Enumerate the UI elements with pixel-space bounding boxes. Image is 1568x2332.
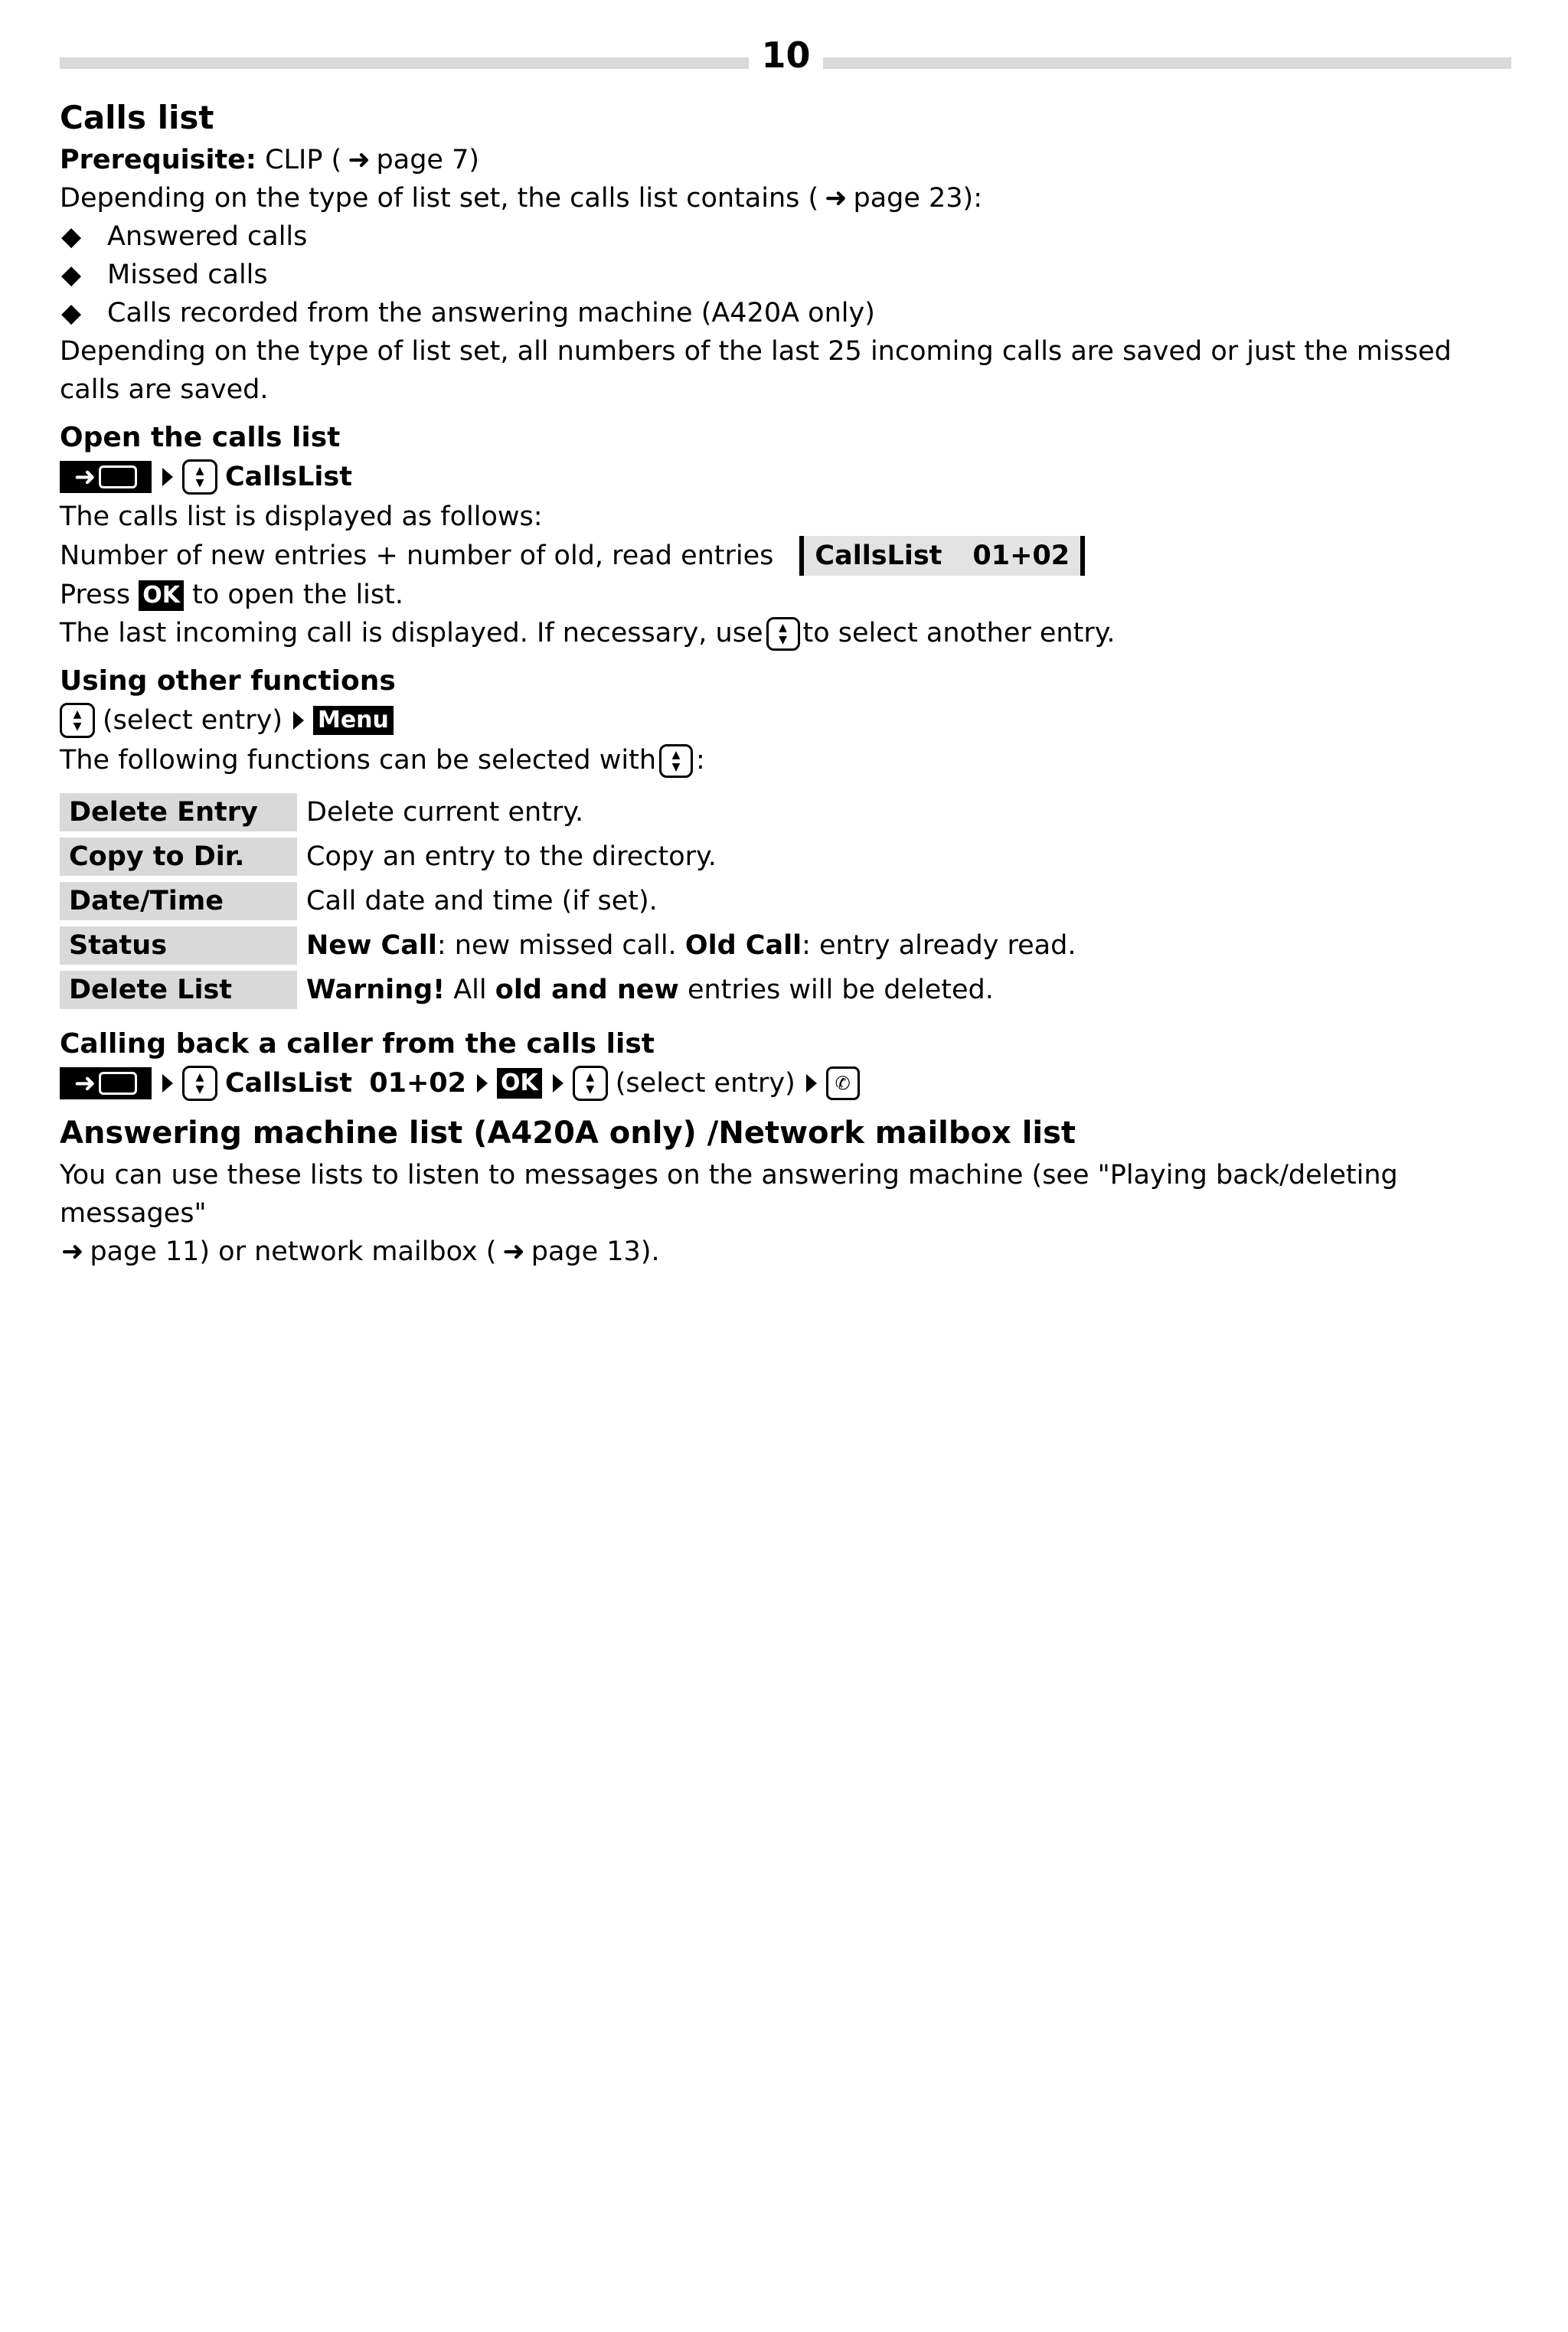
display-desc-1: The calls list is displayed as follows: bbox=[60, 501, 543, 532]
last-call-text: The last incoming call is displayed. If necessary, use bbox=[60, 618, 763, 648]
last-call-line bbox=[60, 614, 1511, 652]
summary-text: Depending on the type of list set, all numbers of the last 25 incoming calls are saved or just the missed calls are saved. bbox=[60, 336, 1452, 405]
section-title-answering-machine: Answering machine list (A420A only) /Network mailbox list bbox=[60, 1115, 1076, 1151]
status-old-text: : entry already read. bbox=[802, 930, 1076, 961]
intro-text: Depending on the type of list set, the calls list contains ( bbox=[60, 183, 819, 214]
arrow-right-icon: ➜ bbox=[61, 1236, 84, 1267]
diamond-bullet-icon: ◆ bbox=[61, 260, 82, 290]
function-desc: Copy an entry to the directory. bbox=[306, 841, 717, 872]
warning-emphasis: old and new bbox=[495, 975, 679, 1005]
press-text: Press bbox=[60, 580, 131, 610]
table-row bbox=[60, 971, 1085, 1009]
prerequisite-page-ref: page 7) bbox=[376, 145, 480, 175]
function-key: Delete Entry bbox=[60, 793, 297, 831]
control-key-icon: ▲ ▼ bbox=[766, 617, 800, 651]
ok-key-icon: OK bbox=[139, 580, 184, 611]
function-key: Delete List bbox=[60, 971, 297, 1009]
functions-instruction-row bbox=[60, 700, 1511, 741]
prerequisite-label: Prerequisite: bbox=[60, 145, 256, 175]
talk-key-icon: ✆ bbox=[826, 1066, 860, 1100]
step-arrow-icon bbox=[806, 1074, 817, 1093]
function-key: Date/Time bbox=[60, 882, 297, 920]
prerequisite-text: CLIP ( bbox=[265, 145, 342, 175]
menu-entry-value: 01+02 bbox=[369, 1068, 467, 1099]
answering-text: You can use these lists to listen to messages on the answering machine (see "Playing back/deleting messages" bbox=[60, 1160, 1398, 1229]
last-call-text-2: to select another entry. bbox=[802, 618, 1116, 648]
menu-key-icon: Menu bbox=[313, 706, 394, 735]
table-row bbox=[60, 838, 1085, 876]
warning-text: All bbox=[453, 975, 487, 1005]
table-row bbox=[60, 926, 1085, 965]
status-new-label: New Call bbox=[306, 930, 437, 961]
functions-intro bbox=[60, 741, 1511, 779]
menu-entry-callslist: CallsList bbox=[225, 462, 352, 492]
page-content bbox=[60, 90, 1511, 1271]
warning-text-2: entries will be deleted. bbox=[687, 975, 994, 1005]
answering-page-ref-2: page 13). bbox=[531, 1236, 660, 1267]
list-item bbox=[60, 294, 1511, 332]
subsection-other-functions: Using other functions bbox=[60, 665, 396, 697]
subsection-calling-back: Calling back a caller from the calls list bbox=[60, 1028, 655, 1060]
callback-instruction-row bbox=[60, 1063, 1511, 1104]
function-key: Status bbox=[60, 926, 297, 965]
page-header bbox=[60, 32, 1511, 78]
step-arrow-icon bbox=[293, 711, 304, 730]
table-row bbox=[60, 882, 1085, 920]
functions-intro-colon: : bbox=[696, 745, 705, 776]
function-desc: Delete current entry. bbox=[306, 797, 584, 828]
display-screen bbox=[799, 536, 1085, 576]
answering-text-line-2 bbox=[60, 1233, 1511, 1271]
answering-page-ref: page 11) or network mailbox ( bbox=[90, 1236, 497, 1267]
page-number: 10 bbox=[761, 34, 811, 76]
list-item bbox=[60, 256, 1511, 294]
press-ok-line bbox=[60, 576, 1511, 614]
arrow-right-icon: ➜ bbox=[502, 1236, 525, 1267]
functions-intro-text: The following functions can be selected with bbox=[60, 745, 657, 776]
step-arrow-icon bbox=[553, 1074, 564, 1093]
diamond-bullet-icon: ◆ bbox=[61, 221, 82, 252]
intro-page-ref: page 23): bbox=[853, 183, 983, 214]
message-key-icon: ➜ bbox=[60, 461, 152, 493]
control-key-icon: ▲ ▼ bbox=[659, 744, 693, 778]
status-new-text: : new missed call. bbox=[436, 930, 677, 961]
functions-table bbox=[60, 787, 1085, 1015]
step-arrow-icon bbox=[162, 468, 173, 486]
function-key: Copy to Dir. bbox=[60, 838, 297, 876]
arrow-right-icon: ➜ bbox=[825, 183, 848, 214]
display-value: 01+02 bbox=[972, 541, 1070, 571]
display-label: CallsList bbox=[815, 541, 942, 571]
step-arrow-icon bbox=[477, 1074, 488, 1093]
control-key-icon: ▲ ▼ bbox=[60, 703, 95, 738]
arrow-right-icon: ➜ bbox=[348, 145, 371, 175]
table-row bbox=[60, 793, 1085, 831]
list-item bbox=[60, 217, 1511, 256]
list-item-text: Answered calls bbox=[107, 221, 308, 252]
press-text-2: to open the list. bbox=[192, 580, 403, 610]
open-instruction-row bbox=[60, 456, 1511, 498]
intro-line bbox=[60, 179, 1511, 217]
message-key-icon: ➜ bbox=[60, 1067, 152, 1099]
display-desc-row bbox=[60, 536, 1511, 576]
function-desc bbox=[297, 971, 1085, 1009]
function-desc bbox=[297, 926, 1085, 965]
list-item-text: Calls recorded from the answering machine (A420A only) bbox=[107, 298, 875, 328]
subsection-open-calls-list: Open the calls list bbox=[60, 422, 341, 453]
control-key-icon: ▲ ▼ bbox=[573, 1066, 608, 1101]
ok-key-icon: OK bbox=[497, 1068, 542, 1099]
diamond-bullet-icon: ◆ bbox=[61, 298, 82, 328]
step-arrow-icon bbox=[162, 1074, 173, 1093]
list-item-text: Missed calls bbox=[107, 260, 268, 290]
header-rule-left bbox=[60, 57, 749, 69]
warning-label: Warning! bbox=[306, 975, 446, 1005]
menu-entry-callslist: CallsList bbox=[225, 1068, 352, 1099]
function-desc: Call date and time (if set). bbox=[306, 886, 658, 916]
select-entry-text: (select entry) bbox=[103, 705, 283, 736]
control-key-icon: ▲ ▼ bbox=[182, 459, 217, 495]
control-key-icon: ▲ ▼ bbox=[182, 1066, 217, 1101]
select-entry-text: (select entry) bbox=[615, 1068, 795, 1099]
display-desc-2: Number of new entries + number of old, read entries bbox=[60, 541, 774, 571]
prerequisite-line bbox=[60, 141, 1511, 179]
header-rule-right bbox=[823, 57, 1511, 69]
status-old-label: Old Call bbox=[684, 930, 802, 961]
section-title-calls-list: Calls list bbox=[60, 99, 214, 136]
